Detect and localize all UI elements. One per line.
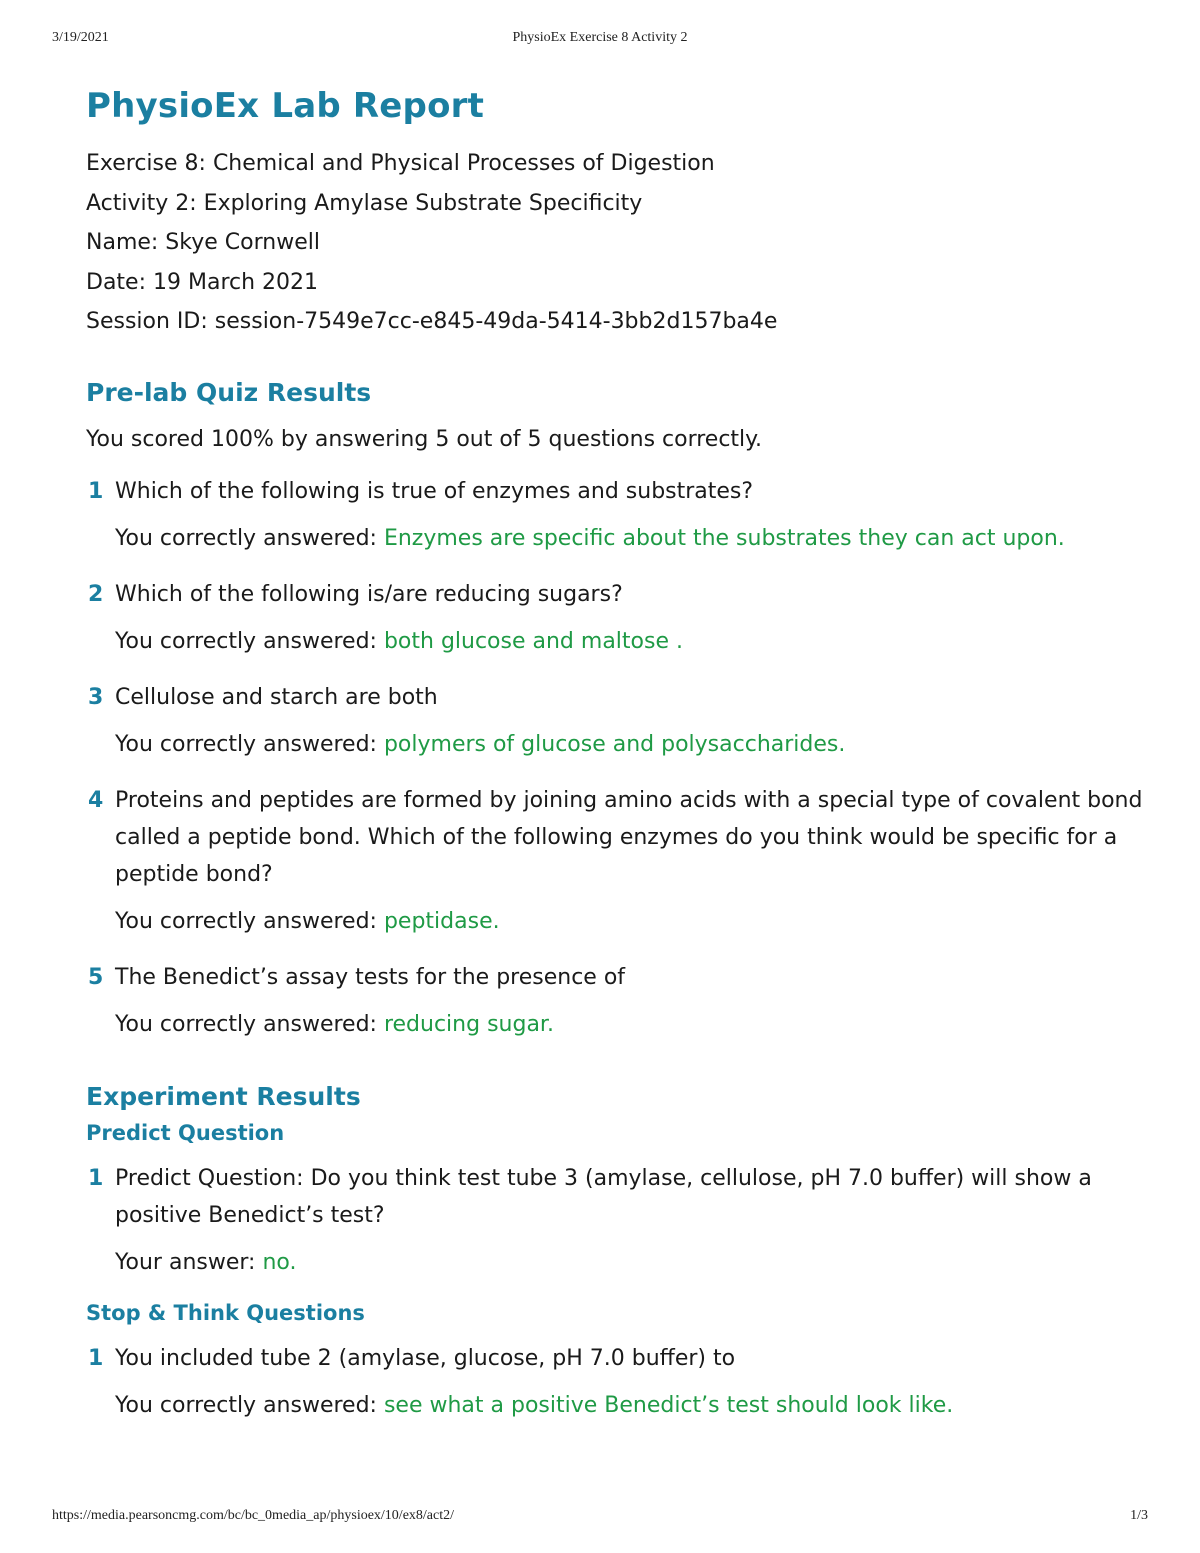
prelab-answer (86, 730, 1146, 760)
page-number: 1/3 (1130, 1508, 1148, 1523)
print-header (0, 30, 1200, 50)
answer-value: see what a positive Benedict’s test should look like. (383, 1392, 954, 1418)
stop-think-question (86, 1340, 1146, 1377)
answer-value: both glucose and maltose . (383, 628, 683, 654)
prelab-score: You scored 100% by answering 5 out of 5 questions correctly. (86, 426, 763, 452)
answer-value: peptidase. (383, 908, 500, 934)
print-footer (0, 1508, 1200, 1528)
answer-value: reducing sugar. (383, 1011, 554, 1037)
question-number: 2 (88, 581, 104, 607)
lab-report (86, 84, 1146, 1421)
report-title: PhysioEx Lab Report (86, 86, 485, 126)
question-text: Predict Question: Do you think test tube 3 (amylase, cellulose, pH 7.0 buffer) will show a positive Benedict’s test? (115, 1165, 1092, 1228)
prelab-answer (86, 627, 1146, 657)
question-text: You included tube 2 (amylase, glucose, pH 7.0 buffer) to (115, 1345, 736, 1371)
stop-think-answer (86, 1391, 1146, 1421)
answer-label: Your answer: (115, 1249, 263, 1275)
stop-think-heading: Stop & Think Questions (86, 1300, 365, 1325)
prelab-question (86, 782, 1146, 893)
prelab-heading: Pre-lab Quiz Results (86, 377, 372, 407)
answer-label: You correctly answered: (115, 628, 384, 654)
prelab-question (86, 959, 1146, 996)
answer-label: You correctly answered: (115, 731, 384, 757)
exercise-line: Exercise 8: Chemical and Physical Processes of Digestion (86, 151, 715, 176)
prelab-answer (86, 524, 1146, 554)
question-number: 1 (88, 1165, 104, 1191)
experiment-heading: Experiment Results (86, 1081, 361, 1111)
prelab-question (86, 576, 1146, 613)
question-number: 1 (88, 1345, 104, 1371)
answer-value: polymers of glucose and polysaccharides. (383, 731, 846, 757)
date-line: Date: 19 March 2021 (86, 269, 319, 295)
answer-value: Enzymes are specific about the substrates they can act upon. (383, 525, 1065, 551)
question-text: Which of the following is true of enzymes and substrates? (115, 478, 754, 504)
prelab-answer (86, 1010, 1146, 1040)
question-number: 4 (88, 787, 104, 813)
predict-heading: Predict Question (86, 1120, 285, 1145)
question-number: 5 (88, 964, 104, 990)
report-meta (86, 144, 1146, 342)
predict-question (86, 1160, 1146, 1234)
prelab-question (86, 679, 1146, 716)
predict-answer (86, 1248, 1146, 1278)
question-text: Proteins and peptides are formed by joining amino acids with a special type of covalent bond called a peptide bond. Which of the following enzymes do you think would be specific for a peptide bond? (115, 787, 1143, 887)
print-date: 3/19/2021 (52, 30, 109, 45)
page-url[interactable]: https://media.pearsoncmg.com/bc/bc_0media_ap/physioex/10/ex8/act2/ (52, 1508, 455, 1523)
answer-label: You correctly answered: (115, 908, 384, 934)
activity-line: Activity 2: Exploring Amylase Substrate Specificity (86, 190, 643, 216)
question-number: 3 (88, 684, 104, 710)
prelab-answer (86, 907, 1146, 937)
answer-label: You correctly answered: (115, 1011, 384, 1037)
prelab-question-list (86, 473, 1146, 1040)
question-text: Cellulose and starch are both (115, 684, 438, 710)
answer-label: You correctly answered: (115, 1392, 384, 1418)
prelab-question (86, 473, 1146, 510)
print-title: PhysioEx Exercise 8 Activity 2 (512, 30, 688, 45)
name-line: Name: Skye Cornwell (86, 230, 320, 255)
answer-label: You correctly answered: (115, 525, 384, 551)
answer-value: no. (262, 1249, 297, 1275)
question-text: Which of the following is/are reducing sugars? (115, 581, 623, 607)
session-id-line: Session ID: session-7549e7cc-e845-49da-5414-3bb2d157ba4e (86, 309, 778, 334)
question-text: The Benedict’s assay tests for the presence of (115, 964, 626, 990)
question-number: 1 (88, 478, 104, 504)
